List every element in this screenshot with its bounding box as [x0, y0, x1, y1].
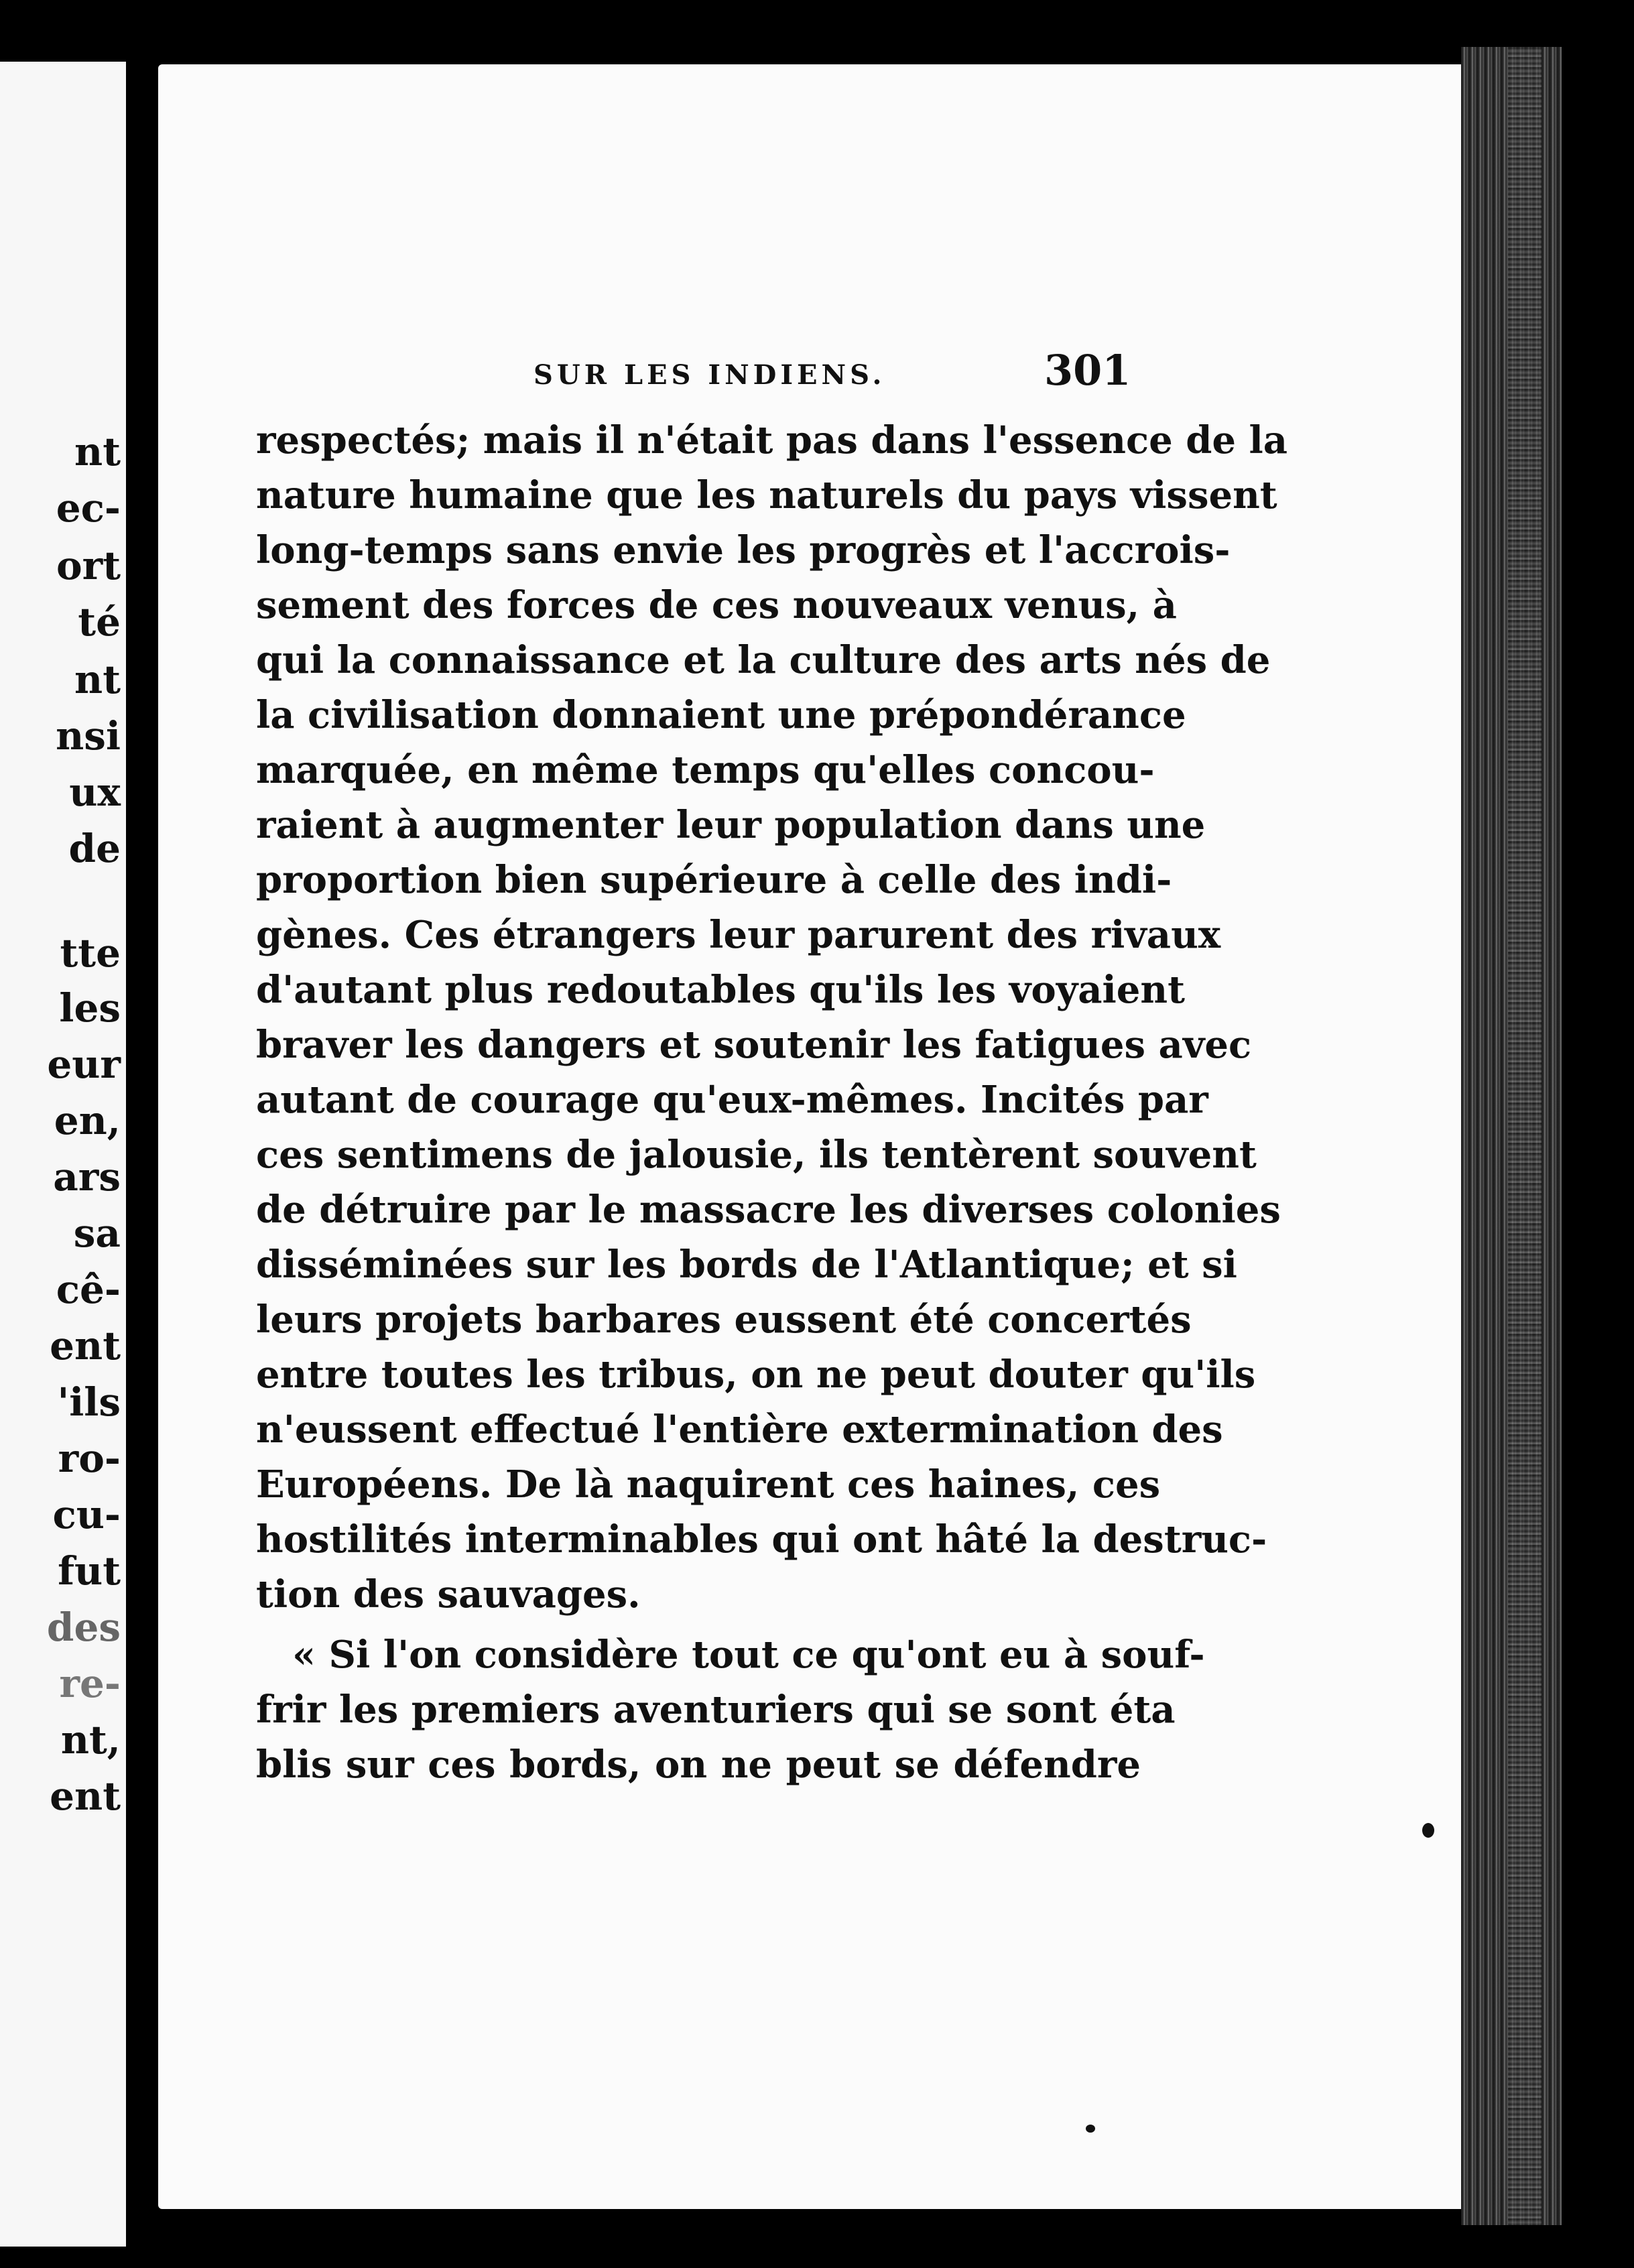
left-page-fragment: ent	[50, 1773, 121, 1819]
left-page-fragment: ec-	[56, 485, 121, 531]
left-page-fragment: en,	[54, 1098, 121, 1143]
left-page-fragment: nt,	[60, 1717, 121, 1763]
text-line: disséminées sur les bords de l'Atlantique; et si	[256, 1243, 1237, 1287]
text-line: n'eussent effectué l'entière extermination des	[256, 1407, 1223, 1452]
left-page-fragment: ux	[69, 769, 121, 815]
text-line: gènes. Ces étrangers leur parurent des rivaux	[256, 913, 1221, 957]
left-page-fragment: sa	[73, 1210, 121, 1256]
text-line: qui la connaissance et la culture des arts nés de	[256, 638, 1271, 682]
left-page-fragment: nt	[74, 429, 121, 475]
text-line: marquée, en même temps qu'elles concou-	[256, 748, 1155, 792]
left-page-fragment: fut	[58, 1548, 121, 1594]
text-line: Européens. De là naquirent ces haines, ces	[256, 1462, 1161, 1507]
left-page-fragment: ars	[53, 1154, 121, 1200]
text-line: leurs projets barbares eussent été concertés	[256, 1298, 1192, 1342]
text-line: raient à augmenter leur population dans une	[256, 803, 1206, 847]
text-line: frir les premiers aventuriers qui se sont éta	[256, 1688, 1176, 1732]
text-line: autant de courage qu'eux-mêmes. Incités par	[256, 1078, 1208, 1122]
text-line: ces sentimens de jalousie, ils tentèrent souvent	[256, 1133, 1257, 1177]
left-page-fragment: té	[78, 599, 121, 645]
left-page-fragment: ro-	[58, 1436, 121, 1481]
left-page-fragment: cê-	[56, 1267, 121, 1312]
main-page	[158, 64, 1461, 2209]
left-page-fragment: ent	[50, 1323, 121, 1369]
running-title: SUR LES INDIENS.	[533, 359, 886, 391]
left-page-fragment: ort	[56, 543, 121, 588]
page-number: 301	[1044, 346, 1131, 395]
text-line: respectés; mais il n'était pas dans l'essence de la	[256, 418, 1288, 462]
text-line: la civilisation donnaient une prépondérance	[256, 693, 1186, 737]
text-line: hostilités interminables qui ont hâté la destruc-	[256, 1517, 1267, 1562]
text-line: entre toutes les tribus, on ne peut douter qu'ils	[256, 1352, 1256, 1397]
text-line: long-temps sans envie les progrès et l'accrois-	[256, 528, 1231, 572]
left-page-fragment: de	[68, 826, 121, 871]
left-page-fragment: eur	[47, 1042, 121, 1087]
text-line: sement des forces de ces nouveaux venus, à	[256, 583, 1177, 627]
left-page-fragment: tte	[60, 930, 121, 976]
left-page-fragment: re-	[59, 1661, 121, 1706]
left-page-fragment: 'ils	[57, 1379, 121, 1425]
ink-speck	[1422, 1823, 1434, 1838]
left-page-fragment: des	[46, 1604, 121, 1650]
text-line: proportion bien supérieure à celle des indi-	[256, 858, 1172, 902]
left-page-fragment: nsi	[56, 713, 121, 759]
text-line: de détruire par le massacre les diverses colonies	[256, 1188, 1281, 1232]
ink-speck	[1086, 2125, 1095, 2133]
left-page-fragment: cu-	[52, 1492, 121, 1537]
text-line: nature humaine que les naturels du pays vissent	[256, 473, 1277, 517]
text-line: d'autant plus redoutables qu'ils les voyaient	[256, 968, 1185, 1012]
text-line: braver les dangers et soutenir les fatigues avec	[256, 1023, 1252, 1067]
body-text	[256, 413, 1288, 1792]
text-line: « Si l'on considère tout ce qu'ont eu à souf-	[292, 1633, 1205, 1677]
left-page-fragment: les	[59, 985, 121, 1031]
left-page-fragment: nt	[74, 657, 121, 702]
text-line: blis sur ces bords, on ne peut se défendre	[256, 1743, 1141, 1787]
text-line: tion des sauvages.	[256, 1572, 641, 1617]
left-facing-page	[0, 62, 126, 2247]
page-edges-texture	[1508, 47, 1542, 2225]
